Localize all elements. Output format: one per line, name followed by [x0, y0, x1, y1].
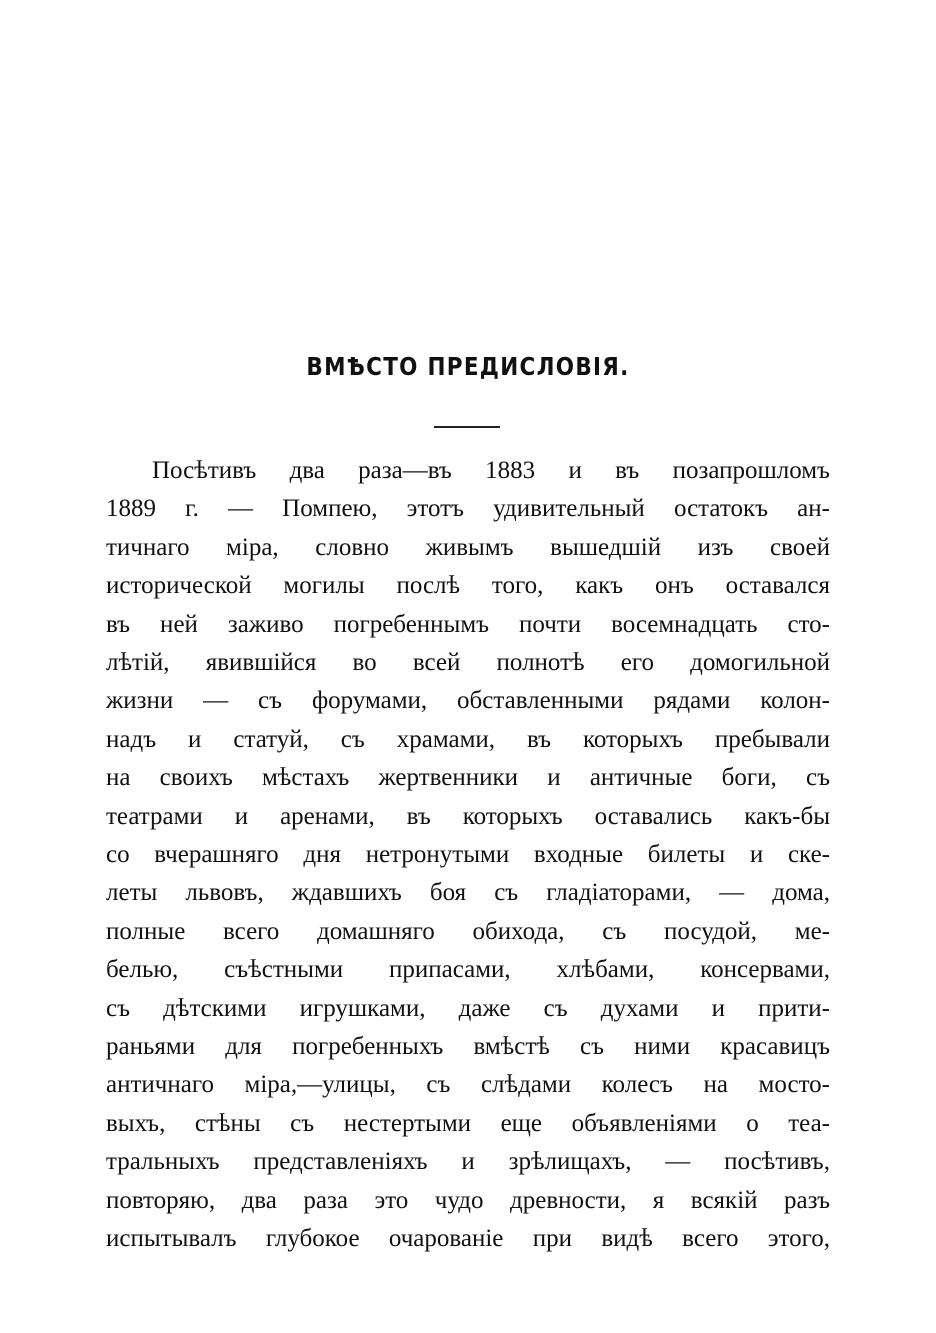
text-line: театрами и аренами, въ которыхъ оставались какъ-бы: [106, 802, 830, 830]
text-line: въ ней заживо погребеннымъ почти восемнадцать сто-: [106, 610, 830, 638]
text-line: античнаго міра,—улицы, съ слѣдами колесъ на мосто-: [106, 1071, 830, 1099]
text-line: повторяю, два раза это чудо древности, я всякій разъ: [106, 1186, 830, 1214]
text-line: исторической могилы послѣ того, какъ онъ оставался: [106, 572, 830, 600]
text-line: на своихъ мѣстахъ жертвенники и античные боги, съ: [106, 764, 830, 792]
text-line: выхъ, стѣны съ нестертыми еще объявленіями о теа-: [106, 1109, 830, 1137]
text-line: полные всего домашняго обихода, съ посудой, ме-: [106, 917, 830, 945]
text-line: надъ и статуй, съ храмами, въ которыхъ пребывали: [106, 725, 830, 753]
text-line: съ дѣтскими игрушками, даже съ духами и прити-: [106, 994, 830, 1022]
text-line: тральныхъ представленіяхъ и зрѣлищахъ, — посѣтивъ,: [106, 1148, 830, 1176]
text-line: леты львовъ, ждавшихъ боя съ гладіаторами, — дома,: [106, 879, 830, 907]
text-line: тичнаго міра, словно живымъ вышедшій изъ своей: [106, 533, 830, 561]
text-line: лѣтій, явившійся во всей полнотѣ его домогильной: [106, 649, 830, 676]
text-line: жизни — съ форумами, обставленными рядами колон-: [106, 687, 830, 715]
text-line: испытывалъ глубокое очарованіе при видѣ всего этого,: [106, 1225, 830, 1252]
text-line: со вчерашняго дня нетронутыми входные билеты и ске-: [106, 841, 830, 868]
chapter-heading: ВМѢСТО ПРЕДИСЛОВІЯ.: [306, 352, 630, 381]
heading-divider: [434, 426, 500, 428]
text-line: раньями для погребенныхъ вмѣстѣ съ ними красавицъ: [106, 1033, 830, 1060]
text-line: Посѣтивъ два раза—въ 1883 и въ позапрошломъ: [152, 457, 830, 484]
text-line: 1889 г. — Помпею, этотъ удивительный остатокъ ан-: [106, 495, 830, 523]
text-line: белью, съѣстными припасами, хлѣбами, консервами,: [106, 956, 830, 984]
